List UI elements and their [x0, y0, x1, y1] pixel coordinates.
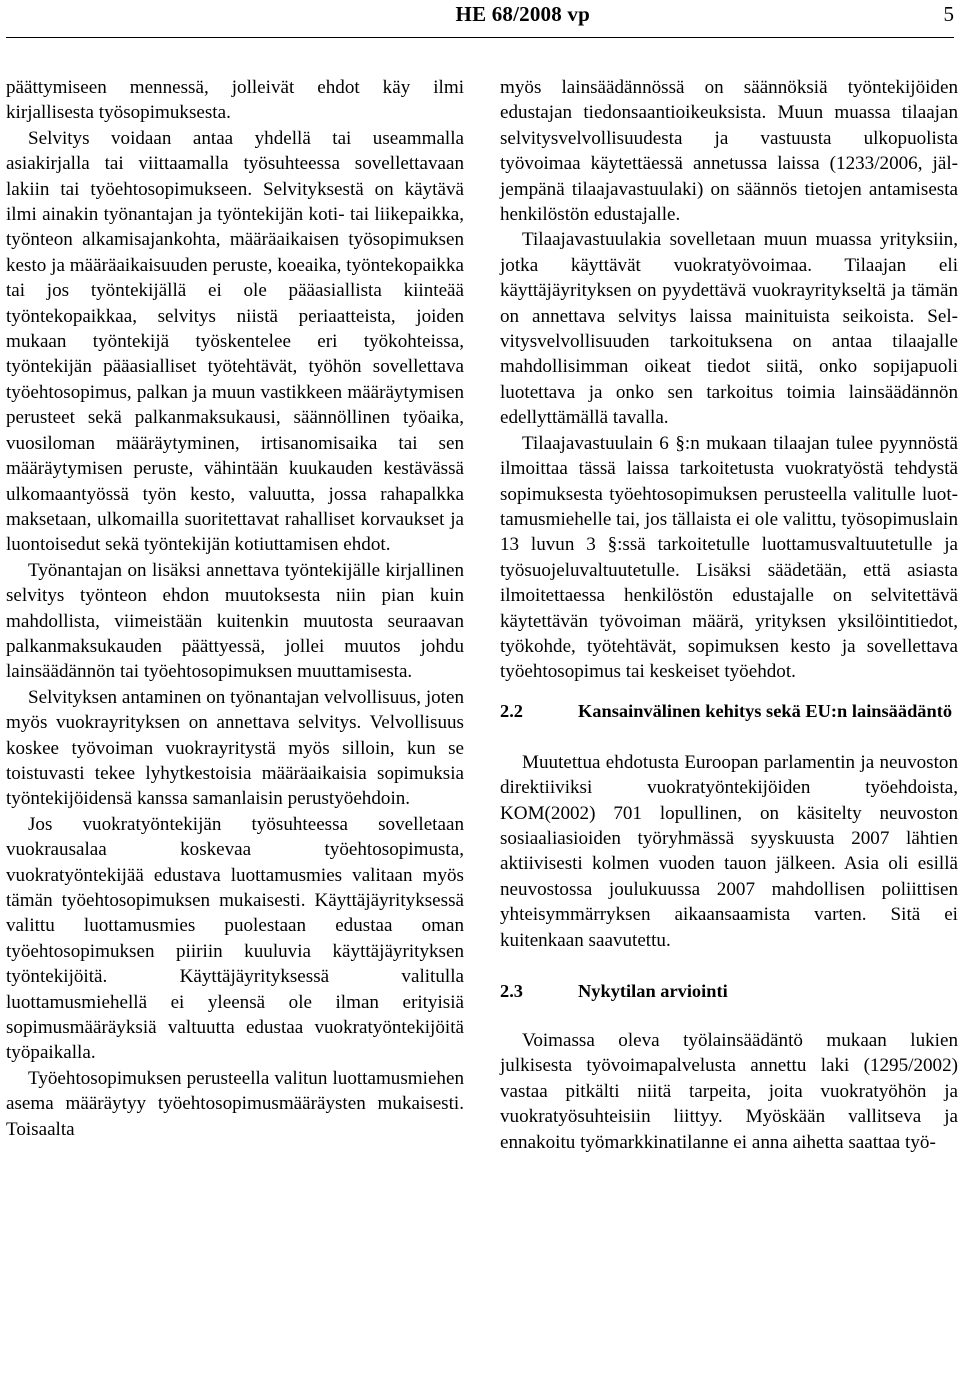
- page-header: [0, 0, 960, 40]
- right-column: [500, 75, 958, 1155]
- spacer: [500, 723, 958, 750]
- paragraph: päättymiseen mennessä, jolleivät ehdot käy ilmi kirjallisesta työsopimuksesta.: [6, 77, 464, 124]
- paragraph: Työehtosopimuksen perusteella valitun luottamusmiehen asema määräytyy työehtosopimusmääräysten mukaisesti. Toisaalta: [6, 1067, 464, 1140]
- section-heading-2-3: [500, 979, 958, 1003]
- paragraph: myös lainsäädännössä on säännöksiä työntekijöiden edustajan tiedonsaantioikeuksista. Muun muassa tilaajan selvitysvelvollisuudesta ja vastuusta ulkopuolista työvoimaa käytettäessä annetussa laissa (1233/2006, jäljempänä tilaajavastuulaki) on säännös tietojen antamisesta henkilöstön edustajalle.: [500, 77, 958, 226]
- spacer: [500, 1003, 958, 1028]
- paragraph: Työnantajan on lisäksi annettava työntekijälle kirjallinen selvitys työnteon ehdon muutoksesta niin pian kuin mahdollista, viimeistään kuitenkin muutosta seuraavan palkanmaksukauden päättyessä, jollei muutos johdu lainsäädännön tai työehtosopimuksen muuttamisesta.: [6, 559, 464, 683]
- section-title: Kansainvälinen kehitys sekä EU:n lainsäädäntö: [578, 700, 953, 721]
- document-id: HE 68/2008 vp: [455, 2, 590, 26]
- section-heading-2-2: [500, 699, 958, 723]
- spacer: [500, 685, 958, 699]
- paragraph: Muutettua ehdotusta Euroopan parlamentin ja neuvoston direktiiviksi vuokratyöntekijöiden työehdoista, KOM(2002) 701 lopullinen, on käsitelty neuvoston sosiaaliasioiden työryhmässä syyskuusta 2007 lähtien aktiivisesti kolmen vuoden tauon jälkeen. Asia oli esillä neuvostossa joulukuussa 2007 mahdollisen poliittisen yhteisymmärryksen aikaansaamista varten. Sitä ei kuitenkaan saavutettu.: [500, 751, 958, 951]
- header-divider: [6, 37, 954, 38]
- page-number: 5: [943, 2, 954, 26]
- paragraph: Voimassa oleva työlainsäädäntö mukaan lukien julkisesta työvoimapalvelusta annettu laki (1295/2002) vastaa pitkälti niitä tarpeita, joita vuokratyöhön ja vuokratyösuhteisiin liittyy. Myöskään vallitseva ja ennakoitu työmarkkinatilanne ei anna aihetta saattaa työ-: [500, 1030, 958, 1153]
- paragraph: Tilaajavastuulain 6 §:n mukaan tilaajan tulee pyynnöstä ilmoittaa tässä laissa tarkoitetusta vuokratyöstä tehdystä sopimuksesta työehtosopimuksen perusteella valitulle luottamusmiehelle tai, jos tällaista ei ole valittu, työsopimuslain 13 luvun 3 §:ssä tarkoitetulle luottamusvaltuutetulle ja työsuojeluvaltuutetulle. Lisäksi säädetään, että asiasta ilmoitettaessa henkilöstön edustajalle on selvitettävä käytettävän työvoiman määrä, yrityksen yksilöintitiedot, työkohde, työtehtävät, sopimuksen kesto ja sovellettava työehtosopimus tai keskeiset työehdot.: [500, 432, 958, 683]
- spacer: [500, 953, 958, 979]
- section-number: 2.2: [500, 700, 523, 721]
- paragraph: Jos vuokratyöntekijän työsuhteessa sovelletaan vuokrausalaa koskevaa työehtosopimusta, vuokratyöntekijää edustava luottamusmies valitaan myös tämän työehtosopimuksen mukaisesti. Käyttäjäyrityksessä valittu luottamusmies puolestaan edustaa oman työehtosopimuksen piiriin kuuluvia käyttäjäyrityksen työntekijöitä. Käyttäjäyrityksessä valitulla luottamusmiehellä ei yleensä ole ilman erityisiä sopimusmääräyksiä valtuutta edustaa vuokratyöntekijöitä työpaikalla.: [6, 813, 464, 1064]
- paragraph: Selvityksen antaminen on työnantajan velvollisuus, joten myös vuokrayrityksen on annettava selvitys. Velvollisuus koskee työvoiman vuokrayritystä myös silloin, kun se toistuvasti tekee lyhytkestoisia määräaikaisia sopimuksia työntekijöidensä kanssa samanlaisin perustyöehdoin.: [6, 686, 464, 810]
- paragraph: Selvitys voidaan antaa yhdellä tai useammalla asiakirjalla tai viittaamalla työsuhteessa sovellettavaan lakiin tai työehtosopimukseen. Selvityksestä on käytävä ilmi ainakin työnantajan ja työntekijän koti- tai liikepaikka, työnteon alkamisajankohta, määräaikaisen työsopimuksen kesto ja määräaikaisuuden peruste, koeaika, työntekopaikka tai jos työntekijällä ei ole pääasiallista kiinteää työntekopaikkaa, selvitys niistä periaatteista, joiden mukaan työntekijä työskentelee eri työkohteissa, työntekijän pääasialliset työtehtävät, työhön sovellettava työehtosopimus, palkan ja muun vastikkeen määräytymisen perusteet sekä palkanmaksukausi, säännöllinen työaika, vuosiloman määräytyminen, irtisanomisaika tai sen määräytymisen peruste, vähintään kuukauden kestävässä ulkomaantyössä työn kesto, valuutta, jossa rahapalkka maksetaan, ulkomailla suoritettavat rahalliset korvaukset ja luontoisedut sekä työntekijän kotiuttamisen ehdot.: [6, 127, 464, 556]
- paragraph: Tilaajavastuulakia sovelletaan muun muassa yrityksiin, jotka käyttävät vuokratyövoimaa. Tilaajan eli käyttäjäyrityksen on pyydettävä vuokrayritykseltä ja tämän on annettava selvitys laissa mainituista seikoista. Selvitysvelvollisuuden tarkoituksena on antaa tilaajalle mahdollisimman oikeat tiedot siitä, onko sopijapuoli luotettava ja onko sen tarkoitus toimia lainsäädännön edellyttämällä tavalla.: [500, 229, 958, 429]
- section-title: Nykytilan arviointi: [578, 981, 728, 1001]
- section-number: 2.3: [500, 981, 523, 1001]
- left-column: [6, 75, 464, 1142]
